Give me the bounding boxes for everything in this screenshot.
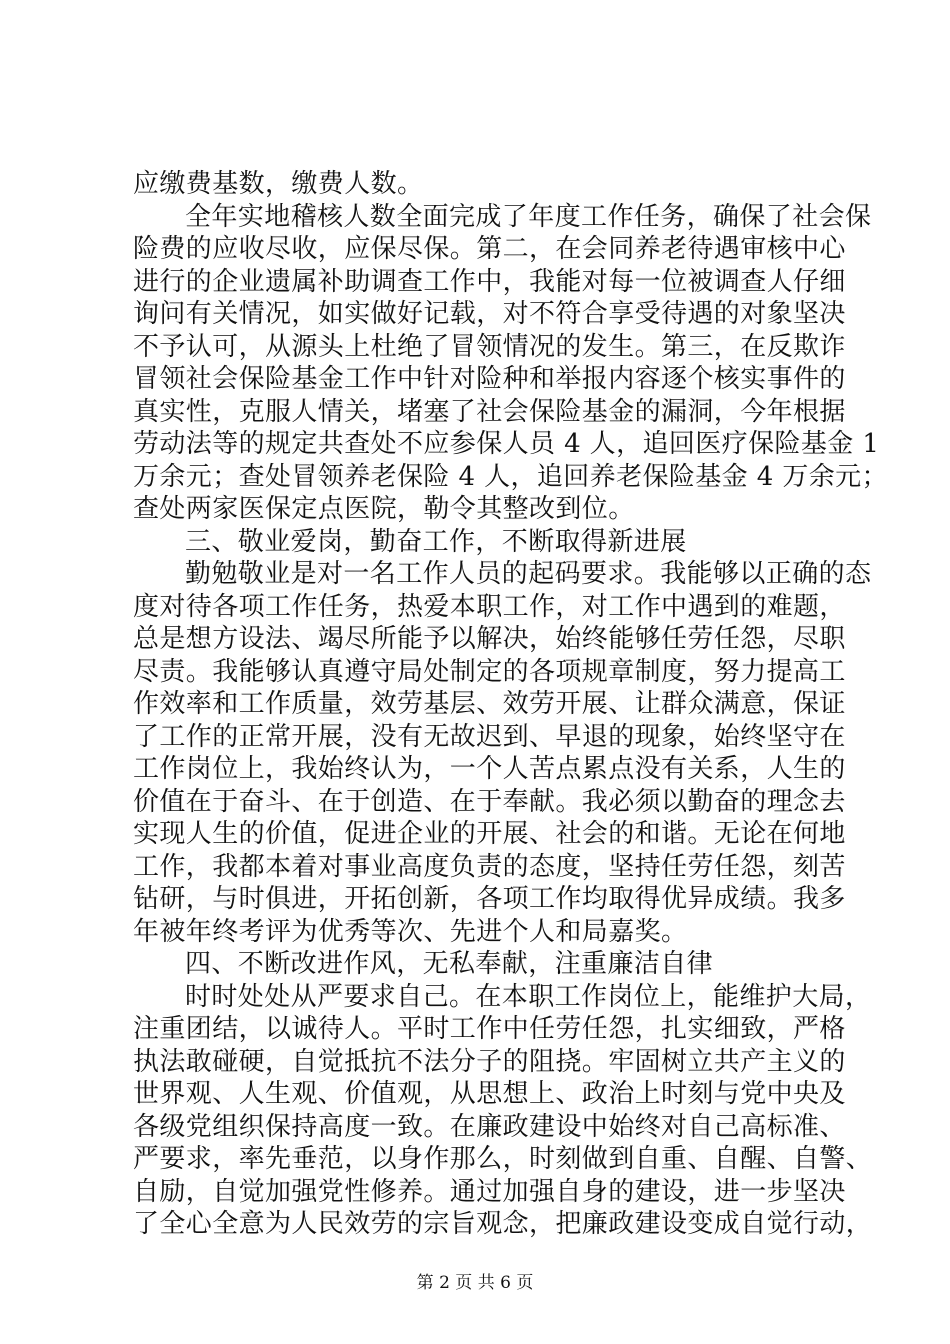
text-line: 险费的应收尽收，应保尽保。第二，在会同养老待遇审核中心 — [133, 234, 846, 264]
section-heading-3: 三、敬业爱岗，勤奋工作，不断取得新进展 — [185, 526, 687, 557]
text-line: 注重团结，以诚待人。平时工作中任劳任怨，扎实细致，严格 — [133, 1014, 846, 1044]
text-line: 不予认可，从源头上杜绝了冒领情况的发生。第三，在反欺诈 — [133, 331, 846, 362]
text-line: 年被年终考评为优秀等次、先进个人和局嘉奖。 — [133, 916, 688, 947]
text-line: 执法敢碰硬，自觉抵抗不法分子的阻挠。牢固树立共产主义的 — [133, 1046, 846, 1077]
section-heading-4: 四、不断改进作风，无私奉献，注重廉洁自律 — [185, 949, 714, 979]
text-line: 实现人生的价值，促进企业的开展、社会的和谐。无论在何地 — [133, 819, 846, 849]
text-line: 万余元；查处冒领养老保险 4 人，追回养老保险基金 4 万余元； — [133, 461, 888, 492]
text-line: 各级党组织保持高度一致。在廉政建设中始终对自己高标准、 — [133, 1111, 846, 1142]
text-line: 查处两家医保定点医院，勒令其整改到位。 — [133, 494, 635, 524]
text-line: 了工作的正常开展，没有无故迟到、早退的现象，始终坚守在 — [133, 721, 846, 752]
page-footer — [0, 1272, 950, 1294]
text-line: 冒领社会保险基金工作中针对险种和举报内容逐个核实事件的 — [133, 364, 846, 394]
text-line: 劳动法等的规定共查处不应参保人员 4 人，追回医疗保险基金 1 — [133, 429, 880, 459]
paragraph-start-line: 时时处处从严要求自己。在本职工作岗位上，能维护大局， — [185, 981, 872, 1012]
text-line: 应缴费基数，缴费人数。 — [133, 169, 424, 199]
text-line: 作效率和工作质量，效劳基层、效劳开展、让群众满意，保证 — [133, 689, 846, 719]
text-line: 了全心全意为人民效劳的宗旨观念，把廉政建设变成自觉行动， — [133, 1209, 873, 1239]
paragraph-start-line: 全年实地稽核人数全面完成了年度工作任务，确保了社会保 — [185, 201, 872, 232]
text-line: 价值在于奋斗、在于创造、在于奉献。我必须以勤奋的理念去 — [133, 786, 846, 817]
text-line: 自励，自觉加强党性修养。通过加强自身的建设，进一步坚决 — [133, 1176, 846, 1207]
text-line: 询问有关情况，如实做好记载，对不符合享受待遇的对象坚决 — [133, 299, 846, 329]
page-number: 第 2 页 共 6 页 — [416, 1273, 534, 1293]
text-line: 度对待各项工作任务，热爱本职工作，对工作中遇到的难题， — [133, 591, 846, 622]
paragraph-start-line: 勤勉敬业是对一名工作人员的起码要求。我能够以正确的态 — [185, 559, 872, 589]
text-line: 总是想方设法、竭尽所能予以解决，始终能够任劳任怨，尽职 — [133, 624, 846, 654]
text-line: 尽责。我能够认真遵守局处制定的各项规章制度，努力提高工 — [133, 656, 846, 687]
text-line: 工作，我都本着对事业高度负责的态度，坚持任劳任怨，刻苦 — [133, 851, 846, 882]
text-line: 钻研，与时俱进，开拓创新，各项工作均取得优异成绩。我多 — [133, 884, 846, 914]
text-line: 进行的企业遗属补助调查工作中，我能对每一位被调查人仔细 — [133, 266, 846, 297]
text-line: 严要求，率先垂范，以身作那么，时刻做到自重、自醒、自警、 — [133, 1144, 873, 1174]
document-body — [133, 168, 888, 1241]
text-line: 世界观、人生观、价值观，从思想上、政治上时刻与党中央及 — [133, 1079, 846, 1109]
text-line: 工作岗位上，我始终认为，一个人苦点累点没有关系，人生的 — [133, 754, 846, 784]
text-line: 真实性，克服人情关，堵塞了社会保险基金的漏洞，今年根据 — [133, 396, 846, 427]
